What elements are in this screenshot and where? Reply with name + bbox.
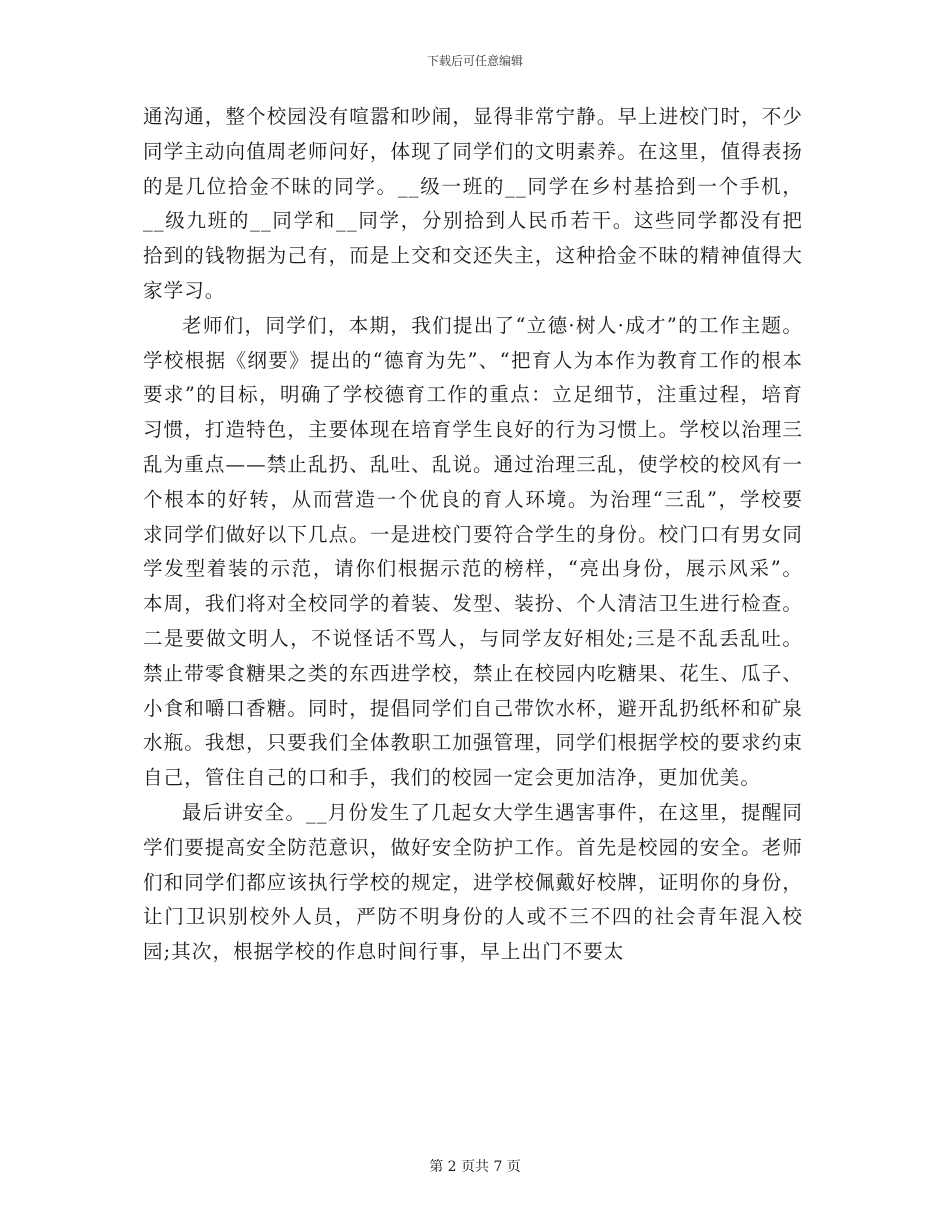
paragraph-3: 最后讲安全。__月份发生了几起女大学生遇害事件，在这里，提醒同学们要提高安全防范意识，做好安全防护工作。首先是校园的安全。老师们和同学们都应该执行学校的规定，进学校佩戴好校牌，证明你的身份，让门卫识别校外人员，严防不明身份的人或不三不四的社会青年混入校园;其次，根据学校的作息时间行事，早上出门不要太 — [143, 800, 803, 964]
paragraph-2: 老师们，同学们，本期，我们提出了“立德·树人·成才”的工作主题。学校根据《纲要》提出的“德育为先”、“把育人为本作为教育工作的根本要求”的目标，明确了学校德育工作的重点：立足细节，注重过程，培育习惯，打造特色，主要体现在培育学生良好的行为习惯上。学校以治理三乱为重点——禁止乱扔、乱吐、乱说。通过治理三乱，使学校的校风有一个根本的好转，从而营造一个优良的育人环境。为治理“三乱”，学校要求同学们做好以下几点。一是进校门要符合学生的身份。校门口有男女同学发型着装的示范，请你们根据示范的榜样，“亮出身份，展示风采”。本周，我们将对全校同学的着装、发型、装扮、个人清洁卫生进行检查。二是要做文明人，不说怪话不骂人，与同学友好相处;三是不乱丢乱吐。禁止带零食糖果之类的东西进学校，禁止在校园内吃糖果、花生、瓜子、小食和嚼口香糖。同时，提倡同学们自己带饮水杯，避开乱扔纸杯和矿泉水瓶。我想，只要我们全体教职工加强管理，同学们根据学校的要求约束自己，管住自己的口和手，我们的校园一定会更加洁净，更加优美。 — [143, 313, 803, 790]
document-body — [143, 100, 803, 970]
page-number: 第 2 页共 7 页 — [429, 1159, 521, 1175]
page-header: 下载后可任意编辑 — [426, 54, 523, 68]
paragraph-1: 通沟通，整个校园没有喧嚣和吵闹，显得非常宁静。早上进校门时，不少同学主动向值周老师问好，体现了同学们的文明素养。在这里，值得表扬的是几位拾金不昧的同学。__级一班的__同学在乡村基拾到一个手机，__级九班的__同学和__同学，分别拾到人民币若干。这些同学都没有把拾到的钱物据为己有，而是上交和交还失主，这种拾金不昧的精神值得大家学习。 — [143, 105, 803, 302]
